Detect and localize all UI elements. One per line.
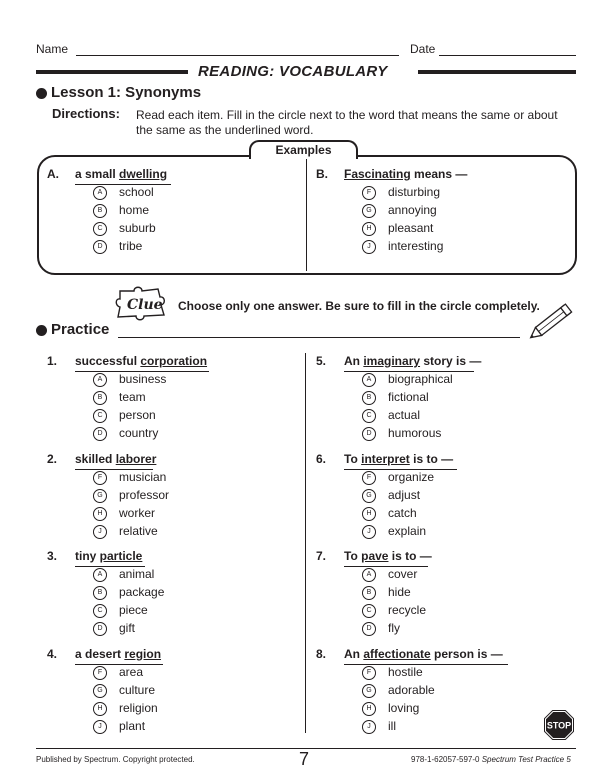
example-b-text-post: means — <box>410 167 468 181</box>
answer-text: ill <box>388 718 396 733</box>
question-6-prompt <box>316 452 556 470</box>
question-3-prompt <box>47 549 287 567</box>
answer-option[interactable] <box>316 603 556 621</box>
question-3-text <box>75 549 142 563</box>
answer-bubble[interactable]: F <box>93 471 107 485</box>
answer-option[interactable] <box>47 203 287 221</box>
answer-text: piece <box>119 603 148 617</box>
answer-text: hostile <box>388 664 423 679</box>
clue-puzzle-icon <box>114 285 176 326</box>
answer-bubble[interactable]: A <box>362 568 376 582</box>
answer-text: business <box>119 372 167 386</box>
answer-text: interesting <box>388 239 444 253</box>
answer-text: musician <box>119 469 167 484</box>
answer-text: package <box>119 585 165 599</box>
answer-text: culture <box>119 682 156 697</box>
answer-option[interactable] <box>316 372 556 390</box>
question-2-text <box>75 452 156 466</box>
question-2-text-pre: skilled <box>75 451 116 466</box>
footer-book-title: Spectrum Test Practice 5 <box>481 755 571 764</box>
answer-text: adjust <box>388 487 421 502</box>
answer-text: suburb <box>119 221 156 235</box>
answer-text: person <box>119 408 156 422</box>
answer-option[interactable] <box>316 390 556 408</box>
answer-option[interactable] <box>316 203 556 221</box>
answer-option[interactable] <box>316 567 556 585</box>
footer-book-info <box>411 755 571 764</box>
answer-option[interactable] <box>47 603 287 621</box>
title-rule-right <box>418 70 576 74</box>
example-a-item <box>47 167 287 257</box>
section-title: READING: VOCABULARY <box>198 63 388 80</box>
answer-option[interactable] <box>47 488 287 506</box>
answer-text: worker <box>119 505 156 520</box>
question-4-prompt <box>47 647 287 665</box>
answer-text: religion <box>119 700 158 715</box>
answer-option[interactable] <box>47 506 287 524</box>
question-6-item <box>316 452 556 542</box>
question-1-underlined-word: corporation <box>140 354 208 368</box>
answer-option[interactable] <box>47 524 287 542</box>
examples-divider <box>306 157 307 271</box>
answer-option[interactable] <box>47 701 287 719</box>
answer-bubble[interactable]: G <box>362 684 376 698</box>
question-2-number: 2. <box>47 451 58 466</box>
question-1-text <box>75 354 207 368</box>
answer-bubble[interactable]: H <box>93 702 107 716</box>
question-7-underlined-word: pave <box>361 549 389 563</box>
question-5-text-pre: An <box>344 354 364 368</box>
question-7-text <box>344 549 432 563</box>
answer-bubble[interactable]: A <box>93 373 107 387</box>
answer-option[interactable] <box>316 621 556 639</box>
question-8-number: 8. <box>316 646 327 661</box>
answer-bubble[interactable]: F <box>93 666 107 680</box>
answer-bubble[interactable]: J <box>93 720 107 734</box>
answer-bubble[interactable]: G <box>93 489 107 503</box>
answer-text: animal <box>119 567 155 581</box>
answer-bubble[interactable]: C <box>93 604 107 618</box>
answer-option[interactable] <box>316 665 556 683</box>
answer-bubble[interactable]: F <box>362 666 376 680</box>
answer-option[interactable] <box>316 701 556 719</box>
answer-bubble[interactable]: B <box>362 391 376 405</box>
clue-text: Choose only one answer. Be sure to fill in the circle completely. <box>178 299 540 313</box>
stop-sign-icon <box>543 709 575 746</box>
answer-text: tribe <box>119 239 143 253</box>
question-1-number: 1. <box>47 354 58 368</box>
answer-bubble[interactable]: J <box>362 240 376 254</box>
answer-bubble[interactable]: J <box>362 720 376 734</box>
answer-option[interactable] <box>47 221 287 239</box>
directions-text-line-1: Read each item. Fill in the circle next to the word that means the same or about <box>136 108 558 122</box>
answer-text: annoying <box>388 203 437 217</box>
question-6-text-pre: To <box>344 451 362 466</box>
answer-text: catch <box>388 505 417 520</box>
example-b-number: B. <box>316 167 328 181</box>
answer-text: loving <box>388 700 420 715</box>
answer-option[interactable] <box>47 185 287 203</box>
question-4-underlined-word: region <box>124 646 162 661</box>
practice-rule <box>118 337 520 338</box>
practice-title: Practice <box>51 321 110 338</box>
example-a-prompt <box>47 167 287 185</box>
question-4-item <box>47 647 287 737</box>
question-8-prompt <box>316 647 556 665</box>
question-1-text-pre: successful <box>75 354 141 368</box>
pencil-icon <box>524 301 578 350</box>
question-4-text <box>75 647 161 661</box>
answer-bubble[interactable]: B <box>93 204 107 218</box>
question-6-text <box>344 452 453 466</box>
footer-copyright: Published by Spectrum. Copyright protected. <box>36 755 195 764</box>
directions-text-line-2: the same as the underlined word. <box>136 123 314 137</box>
name-field[interactable] <box>76 55 399 56</box>
answer-text: area <box>119 664 144 679</box>
answer-bubble[interactable]: D <box>93 427 107 441</box>
question-8-item <box>316 647 556 737</box>
answer-bubble[interactable]: D <box>93 622 107 636</box>
question-3-underlined-word: particle <box>99 549 143 563</box>
answer-text: relative <box>119 523 158 538</box>
answer-text: humorous <box>388 426 442 440</box>
answer-bubble[interactable]: D <box>362 622 376 636</box>
answer-bubble[interactable]: D <box>93 240 107 254</box>
answer-bubble[interactable]: F <box>362 186 376 200</box>
question-5-item <box>316 354 556 444</box>
question-2-prompt <box>47 452 287 470</box>
example-a-text-pre: a small <box>75 167 120 181</box>
question-8-underlined-word: affectionate <box>363 646 431 661</box>
question-7-text-pre: To <box>344 549 362 563</box>
question-8-text-pre: An <box>344 646 364 661</box>
answer-option[interactable] <box>47 408 287 426</box>
lesson-bullet-icon <box>36 88 47 99</box>
answer-text: cover <box>388 567 418 581</box>
answer-text: pleasant <box>388 221 434 235</box>
question-6-underlined-word: interpret <box>361 451 410 466</box>
answer-option[interactable] <box>47 426 287 444</box>
question-1-prompt <box>47 354 287 372</box>
question-4-number: 4. <box>47 646 58 661</box>
answer-text: team <box>119 390 146 404</box>
answer-text: fictional <box>388 390 429 404</box>
answer-text: organize <box>388 469 435 484</box>
answer-text: school <box>119 185 154 199</box>
answer-option[interactable] <box>47 585 287 603</box>
question-3-number: 3. <box>47 549 58 563</box>
answer-option[interactable] <box>316 488 556 506</box>
question-8-text <box>344 647 503 661</box>
question-4-text-pre: a desert <box>75 646 125 661</box>
example-a-number: A. <box>47 167 59 181</box>
question-6-text-post: is to — <box>409 451 454 466</box>
answer-bubble[interactable]: A <box>93 186 107 200</box>
question-3-text-pre: tiny <box>75 549 100 563</box>
question-5-text <box>344 354 481 368</box>
directions-label: Directions: <box>52 106 120 121</box>
answer-text: explain <box>388 523 427 538</box>
answer-bubble[interactable]: B <box>362 586 376 600</box>
answer-option[interactable] <box>47 719 287 737</box>
example-b-item <box>316 167 556 257</box>
question-3-item <box>47 549 287 639</box>
practice-divider <box>305 353 306 733</box>
answer-option[interactable] <box>47 665 287 683</box>
answer-option[interactable] <box>316 185 556 203</box>
answer-bubble[interactable]: J <box>362 525 376 539</box>
answer-bubble[interactable]: D <box>362 427 376 441</box>
answer-option[interactable] <box>47 621 287 639</box>
answer-bubble[interactable]: H <box>362 507 376 521</box>
answer-text: adorable <box>388 682 435 697</box>
question-5-underlined-word: imaginary <box>363 354 421 368</box>
answer-text: biographical <box>388 372 453 386</box>
examples-tab: Examples <box>249 140 358 159</box>
answer-text: fly <box>388 621 400 635</box>
page-number: 7 <box>299 749 310 769</box>
example-b-text <box>344 167 467 181</box>
question-7-item <box>316 549 556 639</box>
answer-text: gift <box>119 621 136 635</box>
answer-bubble[interactable]: G <box>93 684 107 698</box>
lesson-title: Lesson 1: Synonyms <box>51 84 202 101</box>
answer-option[interactable] <box>316 524 556 542</box>
answer-option[interactable] <box>316 239 556 257</box>
question-6-number: 6. <box>316 451 327 466</box>
question-2-item <box>47 452 287 542</box>
answer-option[interactable] <box>316 470 556 488</box>
answer-text: plant <box>119 718 146 733</box>
answer-text: disturbing <box>388 185 441 199</box>
answer-bubble[interactable]: H <box>93 507 107 521</box>
date-label: Date <box>410 42 436 56</box>
question-5-prompt <box>316 354 556 372</box>
answer-bubble[interactable]: B <box>93 586 107 600</box>
clue-icon-label: Clue <box>127 297 163 313</box>
question-8-text-post: person is — <box>430 646 503 661</box>
answer-text: home <box>119 203 150 217</box>
name-label: Name <box>36 42 69 56</box>
practice-bullet-icon <box>36 325 47 336</box>
example-a-text <box>75 167 167 181</box>
answer-option[interactable] <box>47 683 287 701</box>
answer-bubble[interactable]: C <box>93 222 107 236</box>
answer-bubble[interactable]: B <box>93 391 107 405</box>
answer-bubble[interactable]: A <box>362 373 376 387</box>
answer-bubble[interactable]: F <box>362 471 376 485</box>
answer-option[interactable] <box>316 408 556 426</box>
stop-sign-label: STOP <box>546 720 572 731</box>
example-a-underlined-word: dwelling <box>119 167 168 181</box>
answer-option[interactable] <box>47 239 287 257</box>
title-rule-left <box>36 70 188 74</box>
answer-bubble[interactable]: C <box>93 409 107 423</box>
example-b-prompt <box>316 167 556 185</box>
question-7-number: 7. <box>316 549 327 563</box>
question-5-text-post: story is — <box>420 354 482 368</box>
example-b-underlined-word: Fascinating <box>344 167 411 181</box>
answer-option[interactable] <box>316 719 556 737</box>
answer-bubble[interactable]: H <box>362 222 376 236</box>
answer-option[interactable] <box>316 426 556 444</box>
answer-option[interactable] <box>316 506 556 524</box>
question-1-item <box>47 354 287 444</box>
answer-option[interactable] <box>47 470 287 488</box>
answer-option[interactable] <box>316 221 556 239</box>
answer-option[interactable] <box>316 683 556 701</box>
answer-text: actual <box>388 408 421 422</box>
answer-bubble[interactable]: C <box>362 409 376 423</box>
answer-text: hide <box>388 585 411 599</box>
answer-bubble[interactable]: G <box>362 489 376 503</box>
answer-text: recycle <box>388 603 427 617</box>
question-5-number: 5. <box>316 354 327 368</box>
answer-option[interactable] <box>47 372 287 390</box>
answer-bubble[interactable]: J <box>93 525 107 539</box>
answer-bubble[interactable]: C <box>362 604 376 618</box>
answer-bubble[interactable]: G <box>362 204 376 218</box>
answer-option[interactable] <box>47 390 287 408</box>
answer-bubble[interactable]: H <box>362 702 376 716</box>
footer-isbn: 978-1-62057-597-0 <box>411 755 482 764</box>
answer-option[interactable] <box>316 585 556 603</box>
question-7-prompt <box>316 549 556 567</box>
answer-text: country <box>119 426 159 440</box>
date-field[interactable] <box>439 55 576 56</box>
answer-option[interactable] <box>47 567 287 585</box>
answer-bubble[interactable]: A <box>93 568 107 582</box>
answer-text: professor <box>119 487 170 502</box>
question-7-text-post: is to — <box>388 549 432 563</box>
question-2-underlined-word: laborer <box>115 451 157 466</box>
